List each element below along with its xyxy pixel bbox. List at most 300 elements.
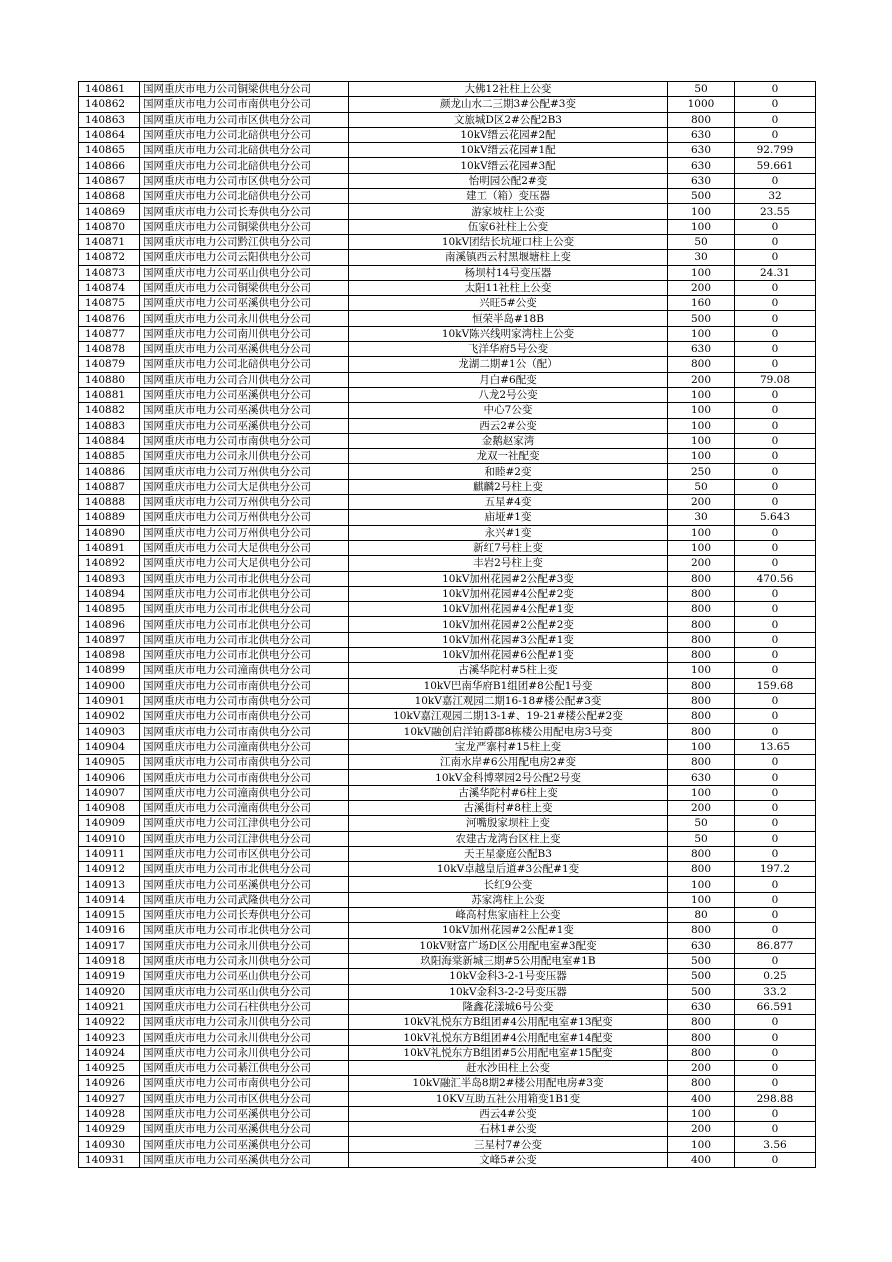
table-row — [79, 862, 816, 877]
value-cell: 0 — [735, 418, 816, 433]
transformer-name-cell: 苏家湾柱上公变 — [349, 892, 668, 907]
capacity-cell: 100 — [668, 739, 735, 754]
value-cell: 0 — [735, 387, 816, 402]
capacity-cell: 200 — [668, 1122, 735, 1137]
transformer-name-cell: 10kV加州花园#2公配#2变 — [349, 617, 668, 632]
row-id-cell: 140896 — [79, 617, 140, 632]
capacity-cell: 800 — [668, 724, 735, 739]
row-id-cell: 140878 — [79, 342, 140, 357]
table-row — [79, 770, 816, 785]
company-cell: 国网重庆市电力公司巫溪供电分公司 — [140, 877, 349, 892]
capacity-cell: 500 — [668, 984, 735, 999]
table-row — [79, 158, 816, 173]
transformer-name-cell: 三星村7#公变 — [349, 1137, 668, 1152]
company-cell: 国网重庆市电力公司市区供电分公司 — [140, 846, 349, 861]
row-id-cell: 140890 — [79, 525, 140, 540]
row-id-cell: 140899 — [79, 663, 140, 678]
row-id-cell: 140882 — [79, 403, 140, 418]
row-id-cell: 140912 — [79, 862, 140, 877]
value-cell: 0 — [735, 403, 816, 418]
transformer-name-cell: 恒荣半岛#18B — [349, 311, 668, 326]
transformer-name-cell: 南溪镇西云村黑堰塘柱上变 — [349, 250, 668, 265]
transformer-name-cell: 西云2#公变 — [349, 418, 668, 433]
value-cell: 0 — [735, 877, 816, 892]
value-cell: 66.591 — [735, 999, 816, 1014]
table-row — [79, 647, 816, 662]
row-id-cell: 140927 — [79, 1091, 140, 1106]
row-id-cell: 140915 — [79, 908, 140, 923]
company-cell: 国网重庆市电力公司市南供电分公司 — [140, 770, 349, 785]
capacity-cell: 800 — [668, 571, 735, 586]
company-cell: 国网重庆市电力公司巫溪供电分公司 — [140, 1152, 349, 1167]
company-cell: 国网重庆市电力公司永川供电分公司 — [140, 1045, 349, 1060]
company-cell: 国网重庆市电力公司万州供电分公司 — [140, 525, 349, 540]
value-cell: 0 — [735, 1045, 816, 1060]
transformer-name-cell: 伍家6社柱上公变 — [349, 219, 668, 234]
row-id-cell: 140895 — [79, 602, 140, 617]
company-cell: 国网重庆市电力公司市南供电分公司 — [140, 755, 349, 770]
value-cell: 59.661 — [735, 158, 816, 173]
transformer-name-cell: 天王星豪庭公配B3 — [349, 846, 668, 861]
table-row — [79, 800, 816, 815]
transformer-name-cell: 10kV缙云花园#1配 — [349, 143, 668, 158]
table-row — [79, 143, 816, 158]
table-row — [79, 1091, 816, 1106]
capacity-cell: 100 — [668, 204, 735, 219]
row-id-cell: 140863 — [79, 112, 140, 127]
table-row — [79, 418, 816, 433]
capacity-cell: 160 — [668, 296, 735, 311]
value-cell: 0 — [735, 112, 816, 127]
company-cell: 国网重庆市电力公司市北供电分公司 — [140, 586, 349, 601]
transformer-name-cell: 10kV加州花园#2公配#3变 — [349, 571, 668, 586]
capacity-cell: 800 — [668, 586, 735, 601]
table-row — [79, 556, 816, 571]
table-row — [79, 433, 816, 448]
row-id-cell: 140874 — [79, 280, 140, 295]
value-cell: 470.56 — [735, 571, 816, 586]
row-id-cell: 140873 — [79, 265, 140, 280]
company-cell: 国网重庆市电力公司万州供电分公司 — [140, 464, 349, 479]
value-cell: 0 — [735, 846, 816, 861]
value-cell: 0 — [735, 800, 816, 815]
value-cell: 13.65 — [735, 739, 816, 754]
table-body — [79, 82, 816, 1168]
value-cell: 0 — [735, 495, 816, 510]
row-id-cell: 140877 — [79, 326, 140, 341]
row-id-cell: 140884 — [79, 433, 140, 448]
table-row — [79, 97, 816, 112]
row-id-cell: 140923 — [79, 1030, 140, 1045]
company-cell: 国网重庆市电力公司铜梁供电分公司 — [140, 219, 349, 234]
transformer-name-cell: 游家坡柱上公变 — [349, 204, 668, 219]
transformer-name-cell: 龙双一社配变 — [349, 449, 668, 464]
company-cell: 国网重庆市电力公司万州供电分公司 — [140, 495, 349, 510]
table-row — [79, 1030, 816, 1045]
value-cell: 32 — [735, 189, 816, 204]
transformer-name-cell: 河嘴殷家坝柱上变 — [349, 816, 668, 831]
value-cell: 0 — [735, 464, 816, 479]
transformer-name-cell: 八龙2号公变 — [349, 387, 668, 402]
capacity-cell: 200 — [668, 556, 735, 571]
row-id-cell: 140875 — [79, 296, 140, 311]
capacity-cell: 800 — [668, 647, 735, 662]
value-cell: 0 — [735, 1061, 816, 1076]
company-cell: 国网重庆市电力公司巫溪供电分公司 — [140, 342, 349, 357]
company-cell: 国网重庆市电力公司永川供电分公司 — [140, 311, 349, 326]
value-cell: 0 — [735, 540, 816, 555]
table-row — [79, 342, 816, 357]
table-row — [79, 846, 816, 861]
row-id-cell: 140888 — [79, 495, 140, 510]
value-cell: 0 — [735, 1015, 816, 1030]
transformer-name-cell: 10kV加州花园#6公配#1变 — [349, 647, 668, 662]
company-cell: 国网重庆市电力公司市区供电分公司 — [140, 112, 349, 127]
transformer-name-cell: 江南水岸#6公用配电房2#变 — [349, 755, 668, 770]
company-cell: 国网重庆市电力公司永川供电分公司 — [140, 1030, 349, 1045]
company-cell: 国网重庆市电力公司市北供电分公司 — [140, 571, 349, 586]
row-id-cell: 140864 — [79, 127, 140, 142]
value-cell: 0 — [735, 632, 816, 647]
capacity-cell: 800 — [668, 1076, 735, 1091]
value-cell: 0 — [735, 556, 816, 571]
value-cell: 0 — [735, 663, 816, 678]
value-cell: 0 — [735, 433, 816, 448]
transformer-name-cell: 10kV加州花园#3公配#1变 — [349, 632, 668, 647]
capacity-cell: 800 — [668, 923, 735, 938]
transformer-name-cell: 丰岩2号柱上变 — [349, 556, 668, 571]
row-id-cell: 140929 — [79, 1122, 140, 1137]
capacity-cell: 100 — [668, 877, 735, 892]
transformer-name-cell: 10kV金科3-2-1号变压器 — [349, 969, 668, 984]
table-row — [79, 449, 816, 464]
value-cell: 0 — [735, 1122, 816, 1137]
value-cell: 0 — [735, 602, 816, 617]
company-cell: 国网重庆市电力公司铜梁供电分公司 — [140, 280, 349, 295]
transformer-name-cell: 文旅城D区2#公配2B3 — [349, 112, 668, 127]
transformer-name-cell: 10kV团结长坑垭口柱上公变 — [349, 234, 668, 249]
table-row — [79, 219, 816, 234]
row-id-cell: 140919 — [79, 969, 140, 984]
company-cell: 国网重庆市电力公司市南供电分公司 — [140, 724, 349, 739]
transformer-name-cell: 文峰5#公变 — [349, 1152, 668, 1167]
row-id-cell: 140892 — [79, 556, 140, 571]
table-row — [79, 953, 816, 968]
value-cell: 0 — [735, 923, 816, 938]
capacity-cell: 800 — [668, 632, 735, 647]
company-cell: 国网重庆市电力公司潼南供电分公司 — [140, 663, 349, 678]
value-cell: 0 — [735, 586, 816, 601]
row-id-cell: 140901 — [79, 693, 140, 708]
row-id-cell: 140872 — [79, 250, 140, 265]
company-cell: 国网重庆市电力公司巫溪供电分公司 — [140, 418, 349, 433]
transformer-name-cell: 建工（箱）变压器 — [349, 189, 668, 204]
table-row — [79, 1122, 816, 1137]
company-cell: 国网重庆市电力公司巫溪供电分公司 — [140, 1122, 349, 1137]
row-id-cell: 140926 — [79, 1076, 140, 1091]
table-row — [79, 1015, 816, 1030]
capacity-cell: 800 — [668, 602, 735, 617]
transformer-name-cell: 峰高村焦家庙柱上公变 — [349, 908, 668, 923]
company-cell: 国网重庆市电力公司市北供电分公司 — [140, 632, 349, 647]
company-cell: 国网重庆市电力公司巫溪供电分公司 — [140, 387, 349, 402]
company-cell: 国网重庆市电力公司北碚供电分公司 — [140, 189, 349, 204]
table-row — [79, 479, 816, 494]
table-row — [79, 510, 816, 525]
capacity-cell: 630 — [668, 173, 735, 188]
transformer-name-cell: 10kV卓越皇后道#3公配#1变 — [349, 862, 668, 877]
row-id-cell: 140928 — [79, 1106, 140, 1121]
table-row — [79, 999, 816, 1014]
transformer-name-cell: 10kV缙云花园#3配 — [349, 158, 668, 173]
row-id-cell: 140906 — [79, 770, 140, 785]
row-id-cell: 140865 — [79, 143, 140, 158]
company-cell: 国网重庆市电力公司永川供电分公司 — [140, 938, 349, 953]
capacity-cell: 200 — [668, 372, 735, 387]
company-cell: 国网重庆市电力公司潼南供电分公司 — [140, 785, 349, 800]
transformer-name-cell: 中心7公变 — [349, 403, 668, 418]
capacity-cell: 800 — [668, 709, 735, 724]
row-id-cell: 140861 — [79, 82, 140, 97]
capacity-cell: 400 — [668, 1091, 735, 1106]
table-row — [79, 1076, 816, 1091]
company-cell: 国网重庆市电力公司潼南供电分公司 — [140, 739, 349, 754]
company-cell: 国网重庆市电力公司巫溪供电分公司 — [140, 1137, 349, 1152]
transformer-name-cell: 10kV缙云花园#2配 — [349, 127, 668, 142]
row-id-cell: 140889 — [79, 510, 140, 525]
company-cell: 国网重庆市电力公司大足供电分公司 — [140, 540, 349, 555]
row-id-cell: 140908 — [79, 800, 140, 815]
company-cell: 国网重庆市电力公司潼南供电分公司 — [140, 800, 349, 815]
table-row — [79, 82, 816, 97]
table-row — [79, 1152, 816, 1167]
transformer-name-cell: 太阳11社柱上公变 — [349, 280, 668, 295]
row-id-cell: 140880 — [79, 372, 140, 387]
company-cell: 国网重庆市电力公司市南供电分公司 — [140, 433, 349, 448]
capacity-cell: 100 — [668, 265, 735, 280]
capacity-cell: 800 — [668, 357, 735, 372]
company-cell: 国网重庆市电力公司北碚供电分公司 — [140, 158, 349, 173]
capacity-cell: 630 — [668, 342, 735, 357]
capacity-cell: 400 — [668, 1152, 735, 1167]
capacity-cell: 50 — [668, 831, 735, 846]
capacity-cell: 500 — [668, 189, 735, 204]
data-table — [78, 81, 816, 1168]
table-row — [79, 265, 816, 280]
value-cell: 0 — [735, 250, 816, 265]
value-cell: 0 — [735, 785, 816, 800]
transformer-name-cell: 10kV加州花园#4公配#1变 — [349, 602, 668, 617]
table-row — [79, 112, 816, 127]
row-id-cell: 140910 — [79, 831, 140, 846]
capacity-cell: 800 — [668, 617, 735, 632]
table-row — [79, 280, 816, 295]
capacity-cell: 200 — [668, 280, 735, 295]
table-row — [79, 709, 816, 724]
company-cell: 国网重庆市电力公司长寿供电分公司 — [140, 204, 349, 219]
row-id-cell: 140924 — [79, 1045, 140, 1060]
value-cell: 0 — [735, 342, 816, 357]
table-row — [79, 632, 816, 647]
company-cell: 国网重庆市电力公司石柱供电分公司 — [140, 999, 349, 1014]
company-cell: 国网重庆市电力公司永川供电分公司 — [140, 953, 349, 968]
company-cell: 国网重庆市电力公司云阳供电分公司 — [140, 250, 349, 265]
company-cell: 国网重庆市电力公司市区供电分公司 — [140, 173, 349, 188]
capacity-cell: 100 — [668, 892, 735, 907]
table-row — [79, 877, 816, 892]
table-row — [79, 311, 816, 326]
value-cell: 24.31 — [735, 265, 816, 280]
table-row — [79, 663, 816, 678]
row-id-cell: 140887 — [79, 479, 140, 494]
company-cell: 国网重庆市电力公司市区供电分公司 — [140, 1091, 349, 1106]
company-cell: 国网重庆市电力公司市北供电分公司 — [140, 617, 349, 632]
value-cell: 0 — [735, 357, 816, 372]
value-cell: 33.2 — [735, 984, 816, 999]
value-cell: 0 — [735, 97, 816, 112]
transformer-name-cell: 杨坝村14号变压器 — [349, 265, 668, 280]
capacity-cell: 100 — [668, 1106, 735, 1121]
company-cell: 国网重庆市电力公司长寿供电分公司 — [140, 908, 349, 923]
capacity-cell: 630 — [668, 158, 735, 173]
transformer-name-cell: 10kV财富广场D区公用配电室#3配变 — [349, 938, 668, 953]
capacity-cell: 800 — [668, 862, 735, 877]
capacity-cell: 200 — [668, 495, 735, 510]
capacity-cell: 500 — [668, 311, 735, 326]
value-cell: 0 — [735, 326, 816, 341]
table-row — [79, 372, 816, 387]
row-id-cell: 140871 — [79, 234, 140, 249]
capacity-cell: 100 — [668, 540, 735, 555]
transformer-name-cell: 10kV金科博翠园2号公配2号变 — [349, 770, 668, 785]
value-cell: 0 — [735, 1030, 816, 1045]
capacity-cell: 250 — [668, 464, 735, 479]
capacity-cell: 100 — [668, 403, 735, 418]
transformer-name-cell: 10kV礼悦东方B组团#4公用配电室#14配变 — [349, 1030, 668, 1045]
table-row — [79, 387, 816, 402]
capacity-cell: 630 — [668, 143, 735, 158]
value-cell: 0 — [735, 709, 816, 724]
row-id-cell: 140920 — [79, 984, 140, 999]
table-row — [79, 724, 816, 739]
value-cell: 0 — [735, 816, 816, 831]
transformer-name-cell: 石林1#公变 — [349, 1122, 668, 1137]
capacity-cell: 800 — [668, 1030, 735, 1045]
value-cell: 0 — [735, 953, 816, 968]
table-row — [79, 831, 816, 846]
company-cell: 国网重庆市电力公司北碚供电分公司 — [140, 357, 349, 372]
capacity-cell: 800 — [668, 755, 735, 770]
table-row — [79, 250, 816, 265]
value-cell: 0 — [735, 173, 816, 188]
company-cell: 国网重庆市电力公司武隆供电分公司 — [140, 892, 349, 907]
transformer-name-cell: 颜龙山水二三期3#公配#3变 — [349, 97, 668, 112]
row-id-cell: 140897 — [79, 632, 140, 647]
table-row — [79, 816, 816, 831]
table-row — [79, 785, 816, 800]
company-cell: 国网重庆市电力公司合川供电分公司 — [140, 372, 349, 387]
transformer-name-cell: 麒麟2号柱上变 — [349, 479, 668, 494]
capacity-cell: 800 — [668, 693, 735, 708]
company-cell: 国网重庆市电力公司大足供电分公司 — [140, 556, 349, 571]
capacity-cell: 200 — [668, 1061, 735, 1076]
row-id-cell: 140918 — [79, 953, 140, 968]
capacity-cell: 50 — [668, 234, 735, 249]
company-cell: 国网重庆市电力公司万州供电分公司 — [140, 510, 349, 525]
value-cell: 197.2 — [735, 862, 816, 877]
value-cell: 0 — [735, 525, 816, 540]
transformer-name-cell: 10kV金科3-2-2号变压器 — [349, 984, 668, 999]
value-cell: 86.877 — [735, 938, 816, 953]
row-id-cell: 140894 — [79, 586, 140, 601]
transformer-name-cell: 新红7号柱上变 — [349, 540, 668, 555]
value-cell: 0 — [735, 82, 816, 97]
row-id-cell: 140905 — [79, 755, 140, 770]
company-cell: 国网重庆市电力公司市南供电分公司 — [140, 709, 349, 724]
company-cell: 国网重庆市电力公司江津供电分公司 — [140, 831, 349, 846]
value-cell: 0 — [735, 280, 816, 295]
table-row — [79, 755, 816, 770]
table-row — [79, 678, 816, 693]
value-cell: 0 — [735, 127, 816, 142]
row-id-cell: 140866 — [79, 158, 140, 173]
transformer-name-cell: 月白#6配变 — [349, 372, 668, 387]
row-id-cell: 140870 — [79, 219, 140, 234]
transformer-name-cell: 宝龙严寨村#15柱上变 — [349, 739, 668, 754]
row-id-cell: 140867 — [79, 173, 140, 188]
table-row — [79, 969, 816, 984]
table-row — [79, 189, 816, 204]
transformer-name-cell: 10kV陈兴线明家湾柱上公变 — [349, 326, 668, 341]
row-id-cell: 140904 — [79, 739, 140, 754]
table-row — [79, 173, 816, 188]
company-cell: 国网重庆市电力公司永川供电分公司 — [140, 449, 349, 464]
table-row — [79, 127, 816, 142]
table-row — [79, 326, 816, 341]
table-row — [79, 739, 816, 754]
company-cell: 国网重庆市电力公司市北供电分公司 — [140, 602, 349, 617]
capacity-cell: 100 — [668, 387, 735, 402]
value-cell: 92.799 — [735, 143, 816, 158]
capacity-cell: 100 — [668, 1137, 735, 1152]
capacity-cell: 100 — [668, 326, 735, 341]
company-cell: 国网重庆市电力公司市南供电分公司 — [140, 1076, 349, 1091]
value-cell: 0 — [735, 1106, 816, 1121]
row-id-cell: 140900 — [79, 678, 140, 693]
table-row — [79, 1045, 816, 1060]
capacity-cell: 50 — [668, 82, 735, 97]
transformer-name-cell: 农建古龙湾台区柱上变 — [349, 831, 668, 846]
value-cell: 159.68 — [735, 678, 816, 693]
value-cell: 23.55 — [735, 204, 816, 219]
transformer-name-cell: 怡明园公配2#变 — [349, 173, 668, 188]
company-cell: 国网重庆市电力公司綦江供电分公司 — [140, 1061, 349, 1076]
capacity-cell: 800 — [668, 112, 735, 127]
row-id-cell: 140931 — [79, 1152, 140, 1167]
table-row — [79, 617, 816, 632]
company-cell: 国网重庆市电力公司市南供电分公司 — [140, 678, 349, 693]
transformer-name-cell: 永兴#1变 — [349, 525, 668, 540]
value-cell: 0 — [735, 724, 816, 739]
transformer-name-cell: 兴旺5#公变 — [349, 296, 668, 311]
table-row — [79, 296, 816, 311]
transformer-name-cell: 10kV融汇半岛8期2#楼公用配电房#3变 — [349, 1076, 668, 1091]
row-id-cell: 140916 — [79, 923, 140, 938]
row-id-cell: 140862 — [79, 97, 140, 112]
transformer-name-cell: 和睦#2变 — [349, 464, 668, 479]
company-cell: 国网重庆市电力公司巫溪供电分公司 — [140, 403, 349, 418]
table-row — [79, 938, 816, 953]
